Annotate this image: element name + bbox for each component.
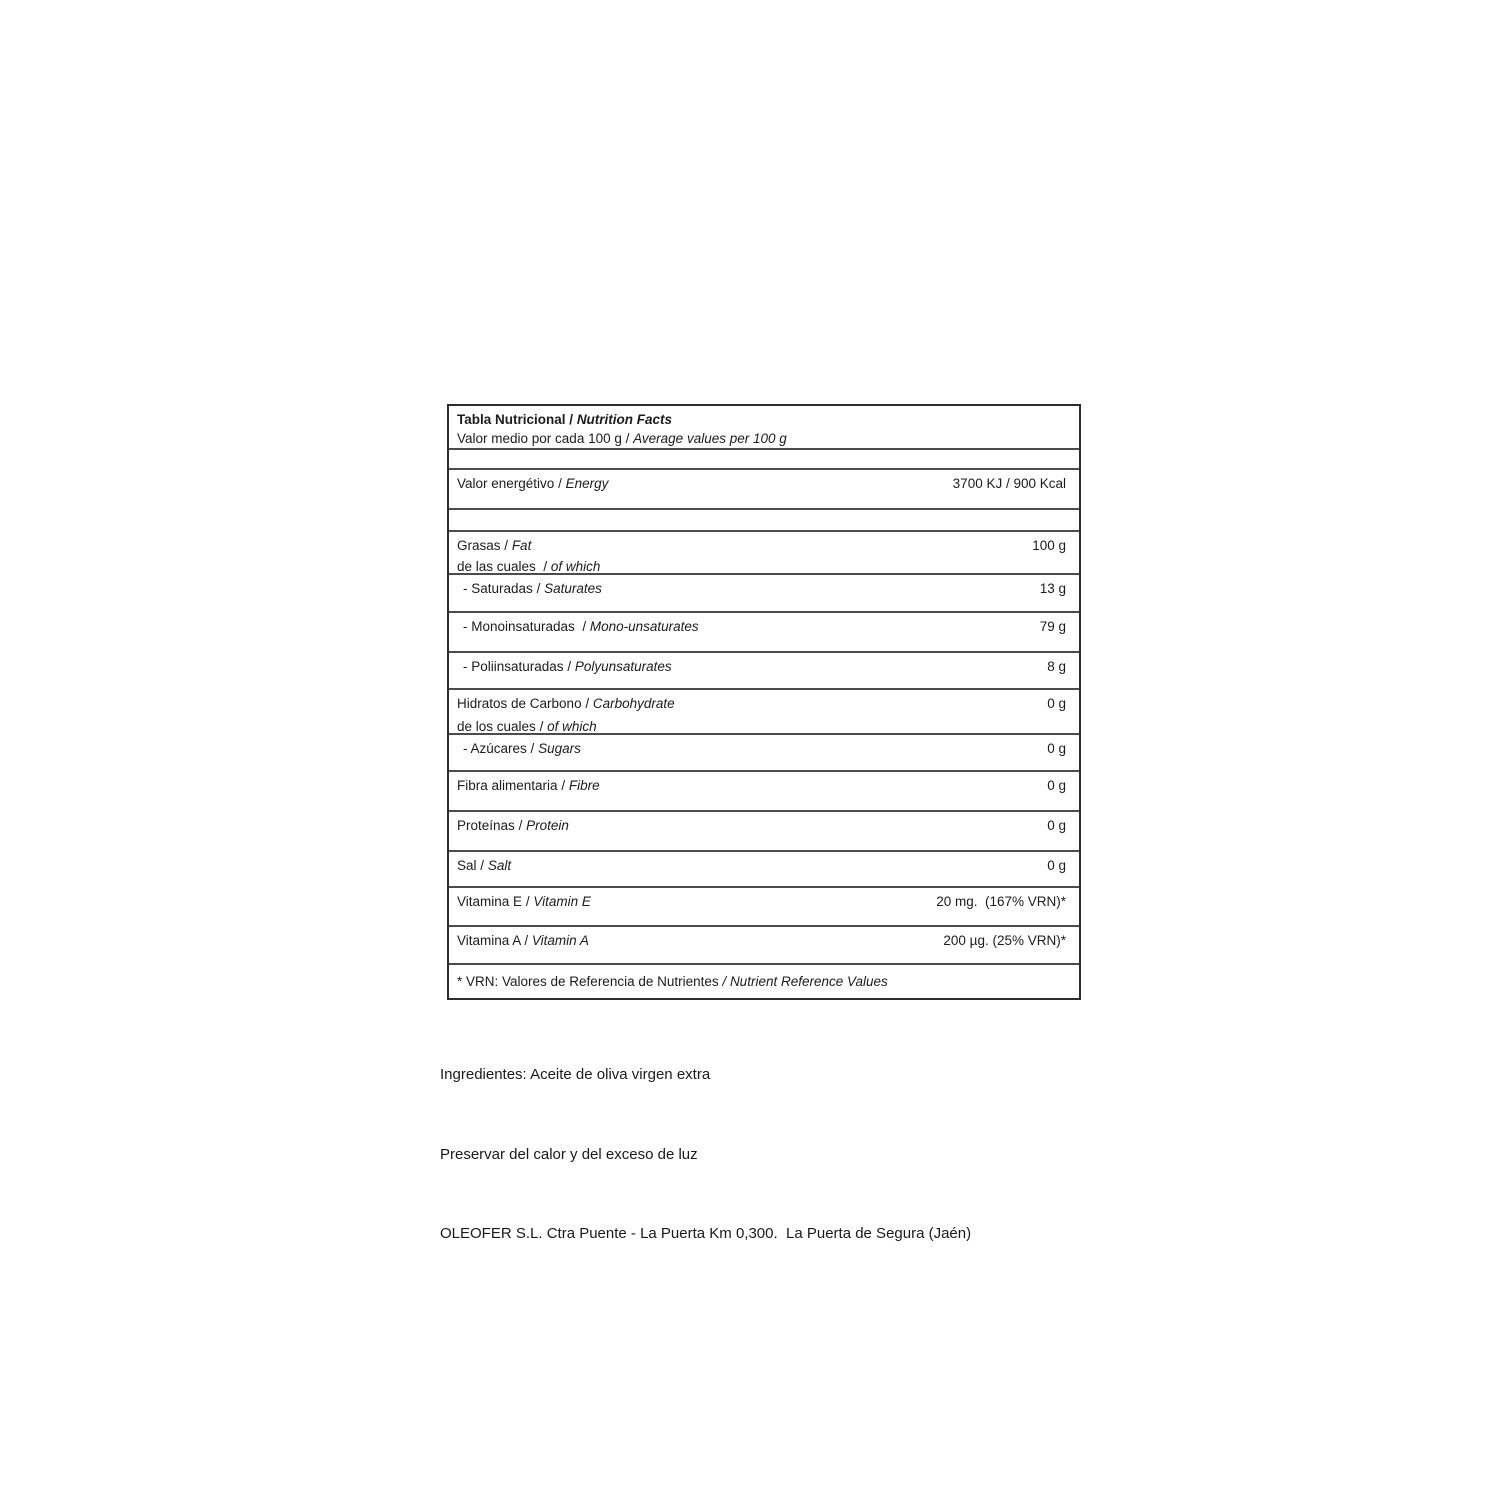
row-carbohydrate: [449, 690, 1079, 735]
ingredients-line: Ingredientes: Aceite de oliva virgen extra: [440, 1066, 711, 1083]
row-carbohydrate-label: Hidratos de Carbono / Carbohydrate: [457, 696, 675, 711]
row-sugars: [449, 735, 1079, 772]
table-title: [457, 410, 1066, 429]
slash-separator: /: [722, 974, 727, 989]
row-vitamin-a-label: Vitamina A / Vitamin A: [457, 933, 589, 948]
slash-separator: /: [582, 619, 587, 634]
spacer-row: [449, 510, 1079, 532]
row-fibre: [449, 772, 1079, 812]
row-carbohydrate-value: 0 g: [1047, 696, 1066, 711]
row-vitamin-e-value: 20 mg. (167% VRN)*: [936, 894, 1066, 909]
slash-separator: /: [543, 559, 548, 574]
row-salt: [449, 852, 1079, 888]
slash-separator: /: [558, 476, 562, 491]
vrn-footnote-en: Nutrient Reference Values: [729, 974, 888, 989]
slash-separator: /: [504, 538, 509, 553]
producer-line: OLEOFER S.L. Ctra Puente - La Puerta Km 0,300. La Puerta de Segura (Jaén): [440, 1225, 972, 1242]
slash-separator: /: [525, 894, 530, 909]
slash-separator: /: [518, 818, 523, 833]
row-vitamin-e-label: Vitamina E / Vitamin E: [457, 894, 591, 909]
table-title-en: Nutrition Facts: [576, 412, 673, 427]
row-protein-label: Proteínas / Protein: [457, 818, 569, 833]
slash-separator: /: [585, 696, 590, 711]
vrn-footnote-es: * VRN: Valores de Referencia de Nutrientes: [457, 974, 719, 989]
row-monounsaturates-value: 79 g: [1039, 619, 1066, 634]
slash-separator: /: [569, 412, 574, 427]
nutrition-table: [447, 404, 1081, 1000]
row-sugars-label: - Azúcares / Sugars: [463, 741, 581, 756]
slash-separator: /: [561, 778, 566, 793]
table-subtitle: [457, 429, 1066, 448]
slash-separator: /: [530, 741, 535, 756]
slash-separator: /: [524, 933, 529, 948]
storage-line: Preservar del calor y del exceso de luz: [440, 1145, 698, 1163]
row-energy-label: Valor energétivo / Energy: [457, 476, 609, 491]
row-energy-value: 3700 KJ / 900 Kcal: [952, 476, 1066, 491]
row-fat-label: Grasas / Fat: [457, 538, 532, 553]
row-fibre-label: Fibra alimentaria / Fibre: [457, 778, 600, 793]
table-subtitle-en: Average values per 100 g: [633, 431, 787, 446]
row-protein: [449, 812, 1079, 852]
table-title-es: Tabla Nutricional: [457, 412, 566, 427]
slash-separator: /: [539, 719, 544, 734]
label-footer-text: [440, 1009, 971, 1301]
slash-separator: /: [625, 431, 630, 446]
row-protein-value: 0 g: [1047, 818, 1066, 833]
row-fat: [449, 532, 1079, 575]
row-salt-value: 0 g: [1047, 858, 1066, 873]
row-vrn-footnote: [449, 965, 1079, 998]
row-fat-value: 100 g: [1032, 538, 1066, 553]
row-fat-ofwhich: de las cuales / of which: [457, 559, 601, 574]
row-sugars-value: 0 g: [1047, 741, 1066, 756]
row-fibre-value: 0 g: [1047, 778, 1066, 793]
row-polyunsaturates: [449, 653, 1079, 690]
row-vitamin-e: [449, 888, 1079, 927]
row-saturates: [449, 575, 1079, 613]
row-polyunsaturates-value: 8 g: [1047, 659, 1066, 674]
spacer-row: [449, 450, 1079, 470]
row-salt-label: Sal / Salt: [457, 858, 512, 873]
row-energy: [449, 470, 1079, 510]
table-header-row: [449, 406, 1079, 450]
table-subtitle-es: Valor medio por cada 100 g: [457, 431, 622, 446]
slash-separator: /: [480, 858, 485, 873]
row-saturates-value: 13 g: [1039, 581, 1066, 596]
row-monounsaturates: [449, 613, 1079, 653]
row-carbohydrate-ofwhich: de los cuales / of which: [457, 719, 597, 734]
row-vitamin-a-value: 200 µg. (25% VRN)*: [943, 933, 1066, 948]
row-polyunsaturates-label: - Poliinsaturadas / Polyunsaturates: [463, 659, 672, 674]
row-vitamin-a: [449, 927, 1079, 965]
row-monounsaturates-label: - Monoinsaturadas / Mono-unsaturates: [463, 619, 699, 634]
slash-separator: /: [536, 581, 541, 596]
row-saturates-label: - Saturadas / Saturates: [463, 581, 602, 596]
slash-separator: /: [567, 659, 572, 674]
